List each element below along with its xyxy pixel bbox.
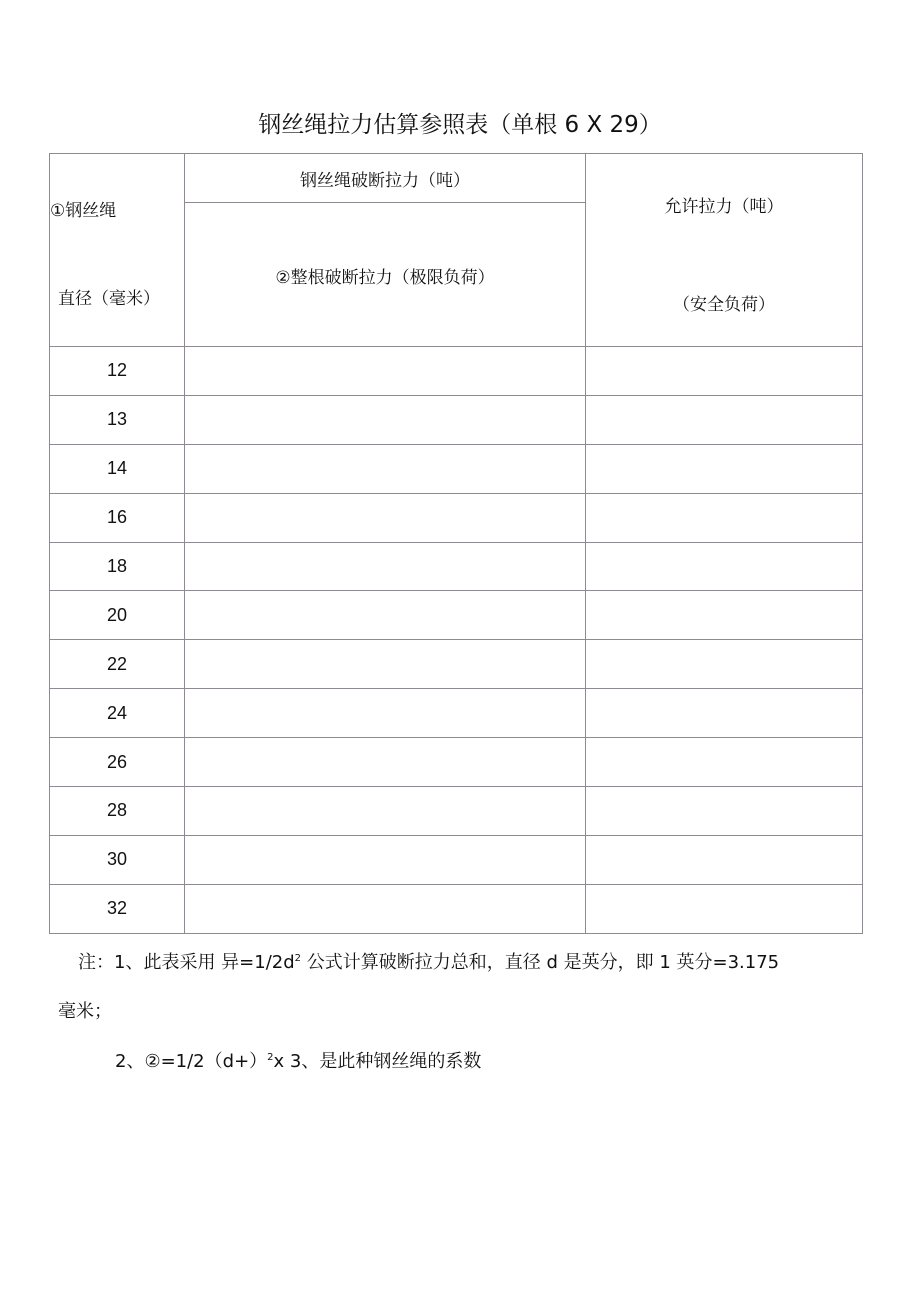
allowable-force-cell — [586, 835, 863, 884]
page-title: 钢丝绳拉力估算参照表（单根 6 X 29） — [258, 112, 662, 138]
table-row — [50, 347, 863, 396]
diameter-cell: 28 — [50, 787, 185, 836]
table-row — [50, 640, 863, 689]
header-full-breaking-force-text: ②整根破断拉力（极限负荷） — [275, 268, 495, 288]
note-2 — [115, 1047, 481, 1073]
diameter-cell: 32 — [50, 884, 185, 933]
breaking-force-cell — [185, 542, 586, 591]
allowable-force-cell — [586, 542, 863, 591]
allowable-force-cell — [586, 591, 863, 640]
diameter-cell: 12 — [50, 347, 185, 396]
table-row — [50, 738, 863, 787]
allowable-force-cell — [586, 787, 863, 836]
diameter-cell: 14 — [50, 444, 185, 493]
diameter-cell: 30 — [50, 835, 185, 884]
note-1 — [78, 948, 779, 974]
allowable-force-cell — [586, 444, 863, 493]
header-allowable-line2: （安全负荷） — [673, 295, 775, 315]
breaking-force-cell — [185, 591, 586, 640]
allowable-force-cell — [586, 738, 863, 787]
allowable-force-cell — [586, 395, 863, 444]
breaking-force-cell — [185, 738, 586, 787]
header-diameter-line2: 直径（毫米） — [58, 289, 160, 309]
note-2-text-b: x 3、是此种钢丝绳的系数 — [273, 1051, 482, 1072]
breaking-force-cell — [185, 689, 586, 738]
allowable-force-cell — [586, 884, 863, 933]
table-row — [50, 444, 863, 493]
table-row — [50, 689, 863, 738]
breaking-force-cell — [185, 493, 586, 542]
note-1-cont: 毫米； — [58, 1001, 112, 1022]
diameter-cell: 24 — [50, 689, 185, 738]
header-diameter-line1: ①钢丝绳 — [50, 201, 117, 221]
table-row — [50, 884, 863, 933]
header-diameter — [50, 154, 185, 347]
allowable-force-cell — [586, 640, 863, 689]
wire-rope-table — [49, 153, 863, 934]
table-row — [50, 591, 863, 640]
header-allowable-line1: 允许拉力（吨） — [664, 197, 784, 217]
header-allowable-force — [586, 154, 863, 347]
diameter-cell: 22 — [50, 640, 185, 689]
breaking-force-cell — [185, 347, 586, 396]
table-row — [50, 542, 863, 591]
allowable-force-cell — [586, 689, 863, 738]
note-1-text-b: 公式计算破断拉力总和，直径 d 是英分，即 1 英分=3.175 — [301, 952, 780, 973]
diameter-cell: 13 — [50, 395, 185, 444]
breaking-force-cell — [185, 395, 586, 444]
diameter-cell: 18 — [50, 542, 185, 591]
allowable-force-cell — [586, 347, 863, 396]
breaking-force-cell — [185, 640, 586, 689]
diameter-cell: 16 — [50, 493, 185, 542]
note-1-text-a: 注：1、此表采用 异=1/2d — [78, 952, 295, 973]
header-breaking-force: 钢丝绳破断拉力（吨） — [185, 154, 586, 203]
breaking-force-cell — [185, 884, 586, 933]
header-full-breaking-force — [185, 203, 586, 347]
diameter-cell: 20 — [50, 591, 185, 640]
table-row — [50, 787, 863, 836]
note-2-text-a: 2、②=1/2（d+） — [115, 1051, 268, 1072]
note-2-sup: 2 — [267, 1052, 274, 1063]
table-row — [50, 395, 863, 444]
diameter-cell: 26 — [50, 738, 185, 787]
breaking-force-cell — [185, 444, 586, 493]
note-1-sup: 2 — [294, 953, 302, 964]
table-row — [50, 835, 863, 884]
breaking-force-cell — [185, 787, 586, 836]
breaking-force-cell — [185, 835, 586, 884]
allowable-force-cell — [586, 493, 863, 542]
table-row — [50, 493, 863, 542]
